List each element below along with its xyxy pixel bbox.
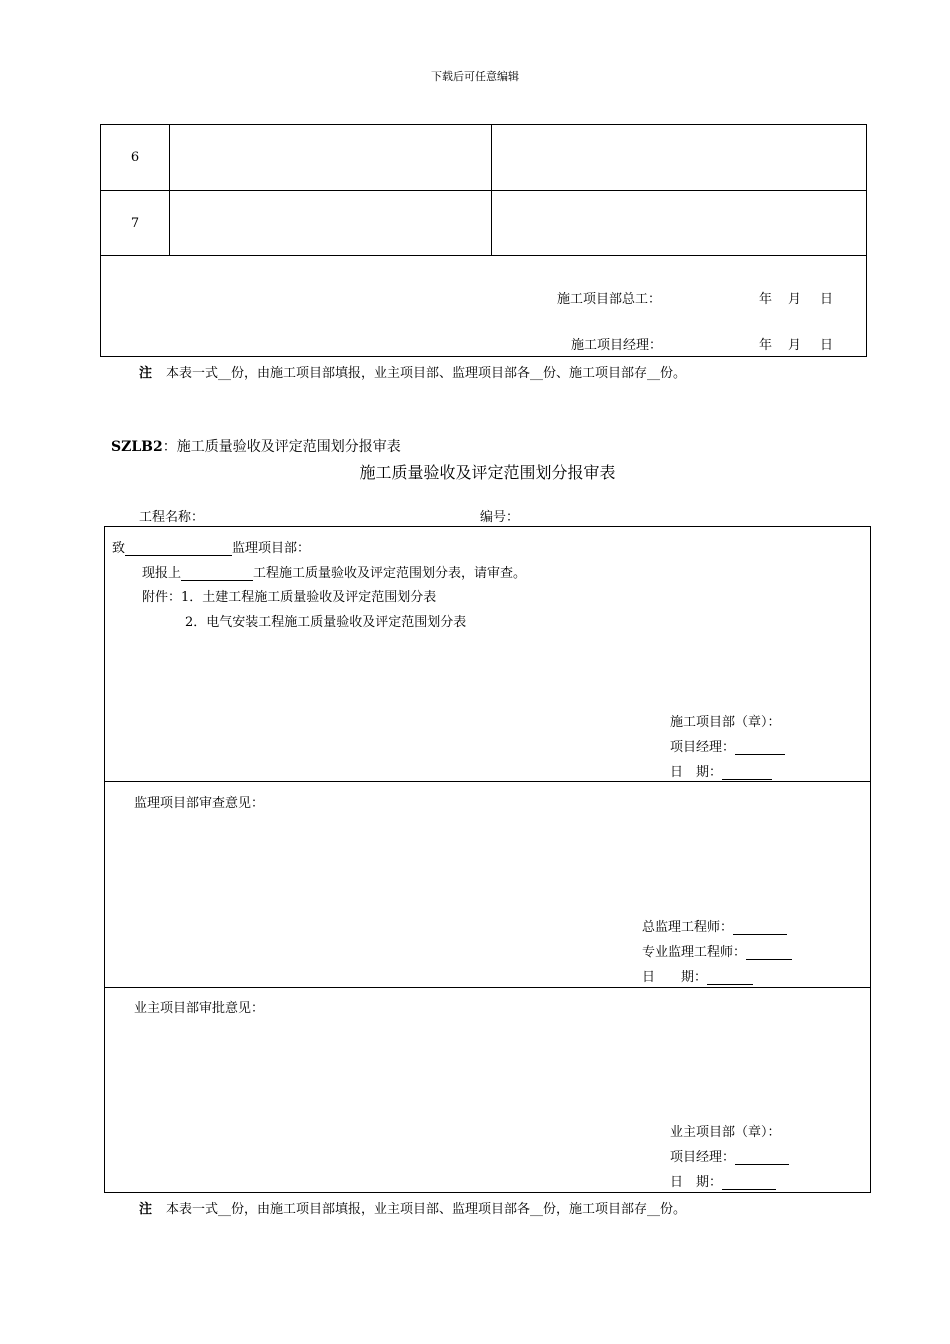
section-code: SZLB2: [111, 439, 163, 455]
owner-date-line: [670, 1171, 776, 1190]
submission-line: [142, 562, 526, 581]
note-1: [139, 362, 686, 381]
supervisor-date-line: [642, 966, 753, 985]
chief-engineer-label: 施工项目部总工：: [557, 292, 662, 307]
note-text: 本表一式__份，由施工项目部填报，业主项目部、监理项目部各__份、施工项目部存__份。: [166, 366, 687, 381]
section-code-title-text: ：施工质量验收及评定范围划分报审表: [162, 439, 401, 455]
row-number: 6: [101, 125, 170, 190]
project-blank[interactable]: [181, 567, 253, 581]
table-cell: [492, 191, 866, 255]
manager-label: 施工项目经理：: [571, 338, 663, 353]
owner-opinion-label: 业主项目部审批意见：: [134, 1001, 265, 1016]
builder-manager-line: [670, 736, 785, 755]
pro-supervisor-label: 专业监理工程师：: [642, 945, 747, 960]
owner-date-blank[interactable]: [722, 1176, 776, 1190]
owner-dept-label: 业主项目部（章）：: [670, 1125, 781, 1140]
page-header: 下载后可任意编辑: [431, 70, 519, 83]
row-number: 7: [101, 191, 170, 255]
form-title: 施工质量验收及评定范围划分报审表: [359, 463, 616, 482]
note-label: 注: [139, 1202, 153, 1217]
number-label: 编号：: [480, 510, 520, 525]
to-suffix: 监理项目部：: [232, 541, 311, 556]
day-label: 日: [820, 292, 834, 307]
builder-date-label: 日 期：: [670, 765, 723, 780]
builder-date-line: [670, 761, 772, 780]
table-cell: [492, 125, 866, 190]
recipient-blank[interactable]: [125, 542, 232, 556]
builder-manager-blank[interactable]: [735, 741, 785, 755]
to-prefix: 致: [112, 541, 126, 556]
owner-manager-line: [670, 1146, 789, 1165]
builder-dept-label: 施工项目部（章）：: [670, 715, 781, 730]
note-label: 注: [139, 366, 153, 381]
chief-supervisor-line: [642, 916, 787, 935]
year-label: 年: [759, 292, 773, 307]
builder-manager-label: 项目经理：: [670, 740, 736, 755]
chief-supervisor-label: 总监理工程师：: [642, 920, 734, 935]
year-label: 年: [759, 338, 773, 353]
submission-suffix: 工程施工质量验收及评定范围划分表，请审查。: [253, 566, 527, 581]
attachment-2: 2．电气安装工程施工质量验收及评定范围划分表: [185, 615, 467, 630]
supervisor-date-label: 日 期：: [642, 970, 708, 985]
day-label: 日: [820, 338, 834, 353]
chief-supervisor-blank[interactable]: [733, 921, 787, 935]
to-line: [112, 537, 310, 556]
month-label: 月: [788, 292, 802, 307]
owner-date-label: 日 期：: [670, 1175, 723, 1190]
note-text: 本表一式__份，由施工项目部填报，业主项目部、监理项目部各__份，施工项目部存__份。: [166, 1202, 687, 1217]
table-continuation: [100, 124, 867, 357]
pro-supervisor-blank[interactable]: [746, 946, 792, 960]
attachment-1: 附件：1．土建工程施工质量验收及评定范围划分表: [142, 590, 437, 605]
supervisor-opinion-label: 监理项目部审查意见：: [134, 796, 265, 811]
table-row: [101, 125, 866, 191]
note-2: [139, 1198, 686, 1217]
table-cell: [170, 191, 492, 255]
section-code-title: [111, 436, 401, 456]
table-cell: [170, 125, 492, 190]
month-label: 月: [788, 338, 802, 353]
pro-supervisor-line: [642, 941, 792, 960]
submission-prefix: 现报上: [142, 566, 182, 581]
project-name-label: 工程名称：: [139, 510, 205, 525]
builder-date-blank[interactable]: [722, 766, 772, 780]
owner-manager-label: 项目经理：: [670, 1150, 736, 1165]
table-row: [101, 191, 866, 256]
supervisor-date-blank[interactable]: [707, 971, 753, 985]
owner-manager-blank[interactable]: [735, 1151, 789, 1165]
